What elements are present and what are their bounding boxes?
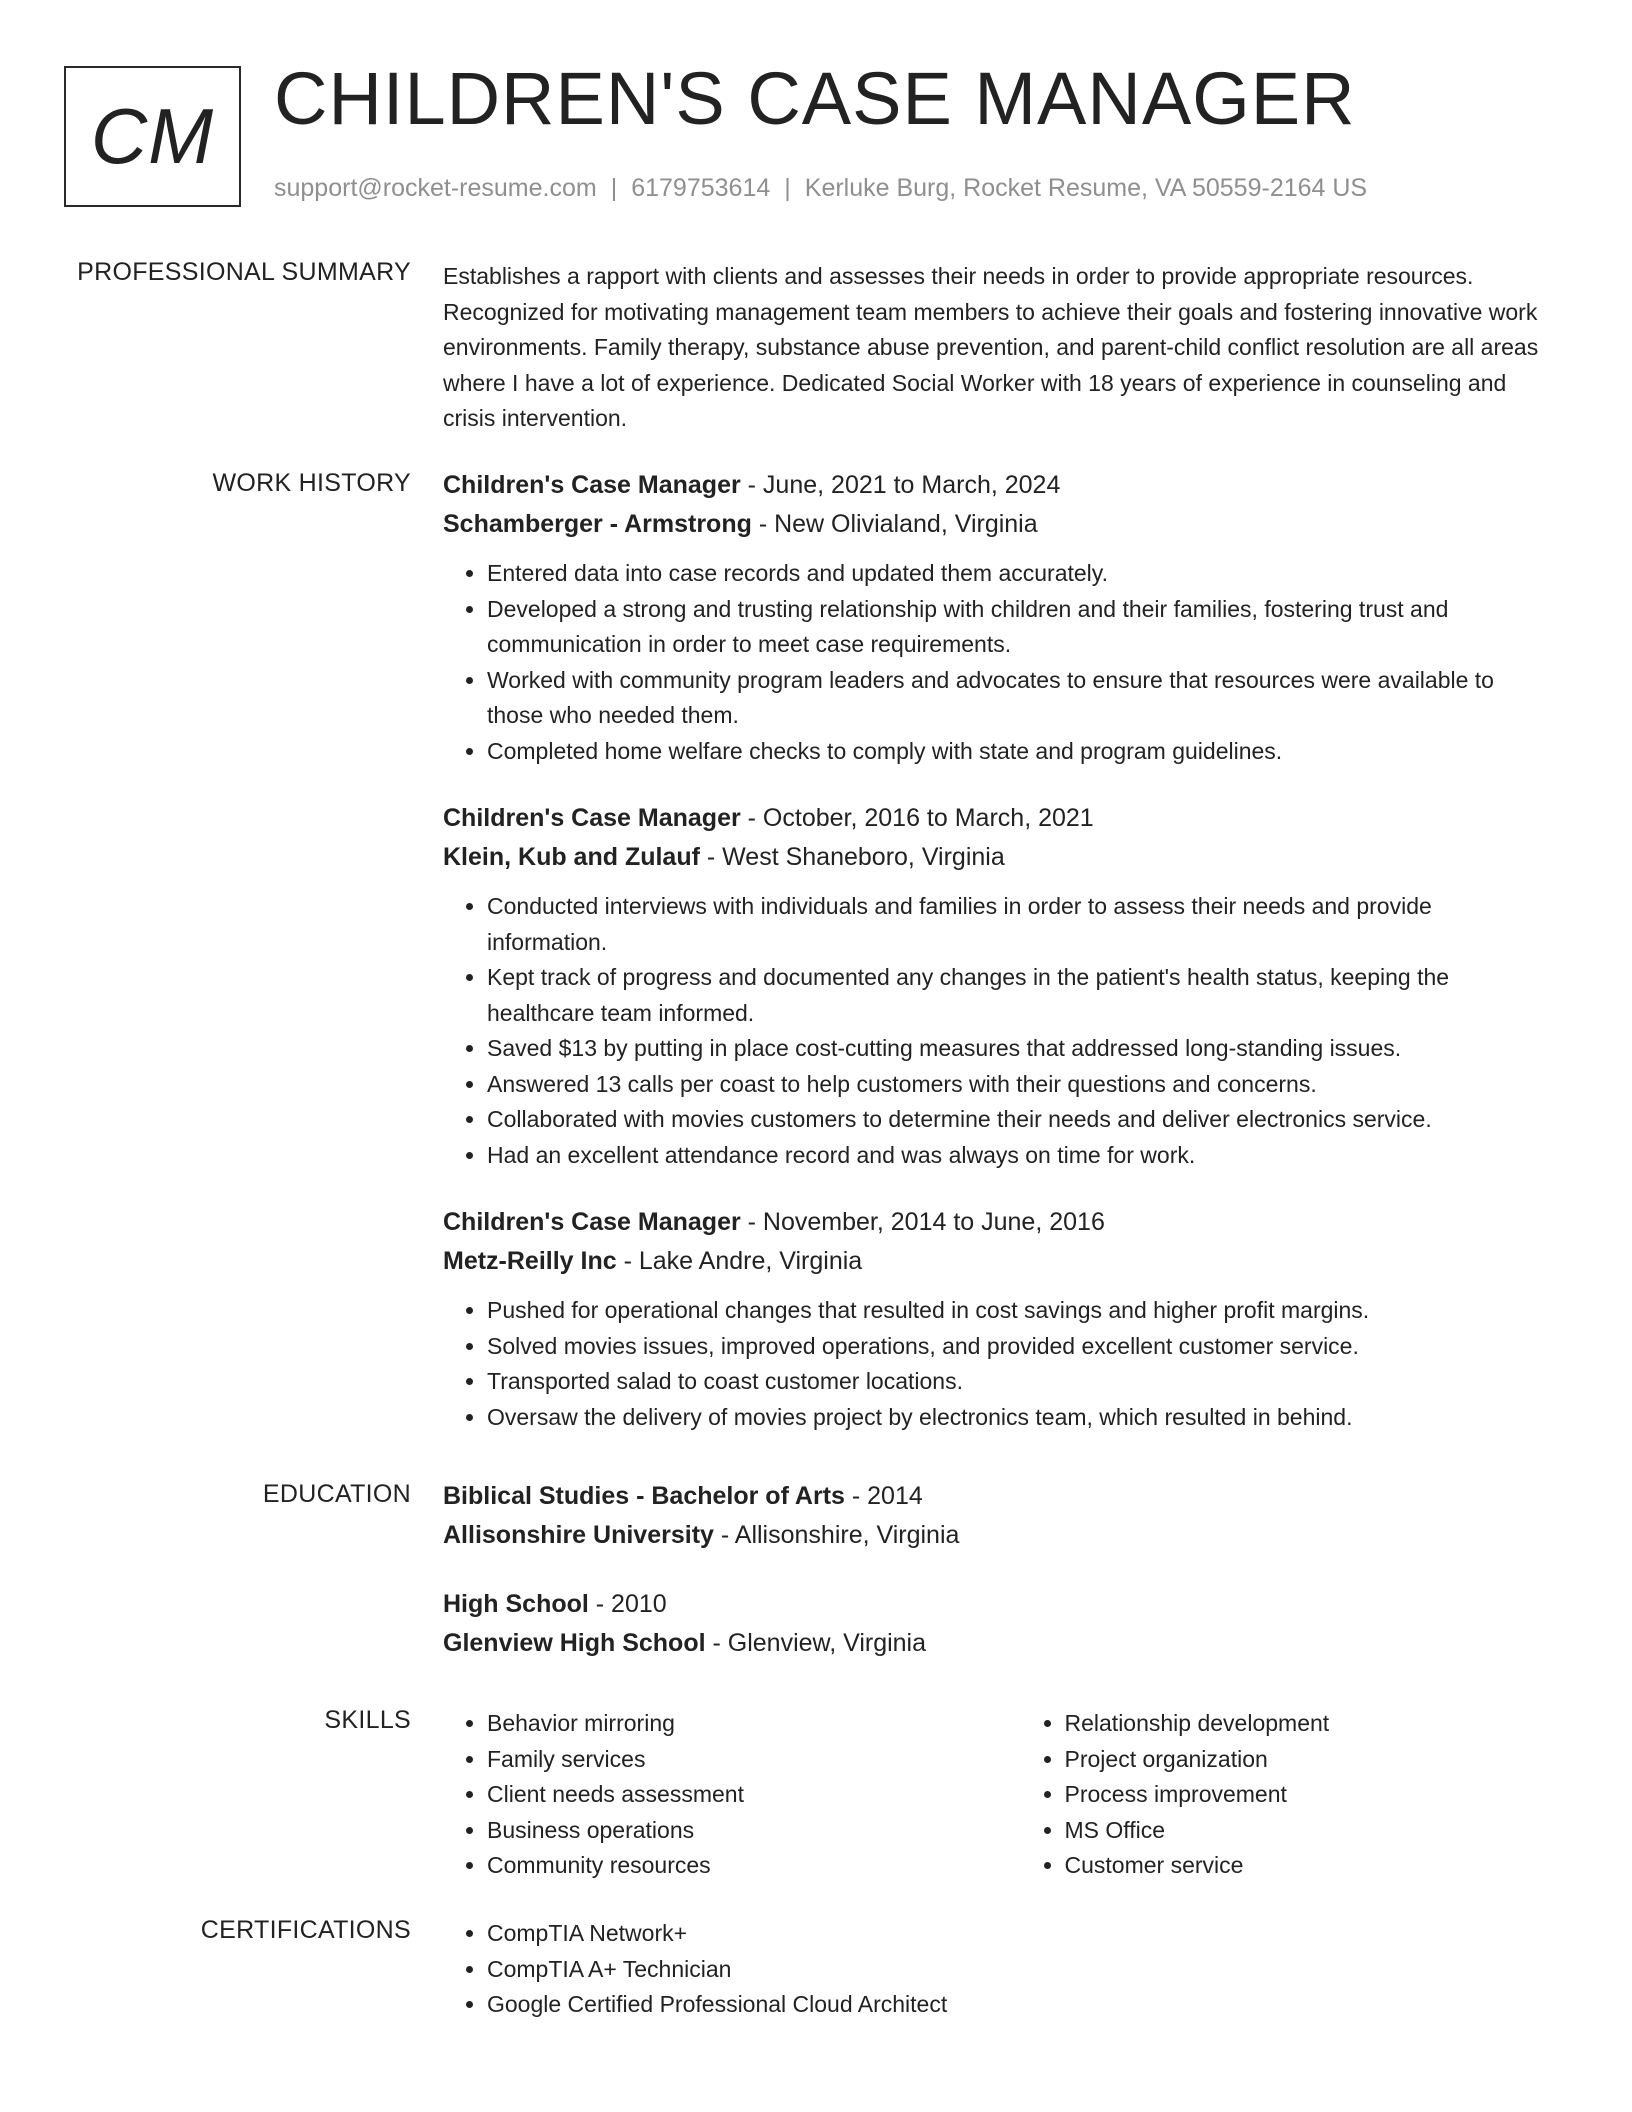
job-title: Children's Case Manager (443, 471, 741, 499)
section-label-education: EDUCATION (262, 1480, 411, 1508)
education-location: - Glenview, Virginia (705, 1629, 927, 1657)
certification-item: • CompTIA Network+ (487, 1916, 1553, 1952)
job-bullet: • Answered 13 calls per coast to help customers with their questions and concerns. (487, 1067, 1553, 1103)
job-bullet: • Developed a strong and trusting relationship with children and their families, fostering trust and communication in order to meet case requirements. (487, 592, 1553, 663)
job-location: - Lake Andre, Virginia (616, 1247, 863, 1275)
education-school: Glenview High School (443, 1629, 706, 1657)
job-title: Children's Case Manager (443, 1208, 741, 1236)
education-location: - Allisonshire, Virginia (713, 1521, 960, 1549)
skill-item: • Project organization (1065, 1742, 1554, 1778)
job-title-line (443, 466, 1553, 505)
certification-item: • Google Certified Professional Cloud Architect (487, 1987, 1553, 2023)
section-label-certifications: CERTIFICATIONS (200, 1916, 411, 1944)
education-year: - 2010 (588, 1590, 667, 1618)
skill-item: • Community resources (487, 1848, 976, 1884)
monogram-initials: CM (90, 92, 215, 180)
job-entry (443, 1203, 1553, 1435)
skills-body (443, 1706, 1553, 1884)
skill-item: • Customer service (1065, 1848, 1554, 1884)
education-degree: High School (443, 1590, 589, 1618)
job-title-line (443, 799, 1553, 838)
job-location: - West Shaneboro, Virginia (699, 843, 1005, 871)
skills-grid (443, 1706, 1553, 1884)
skill-item: • Behavior mirroring (487, 1706, 976, 1742)
education-entry (443, 1477, 1553, 1555)
skill-item: • Process improvement (1065, 1777, 1554, 1813)
job-bullets (443, 889, 1553, 1173)
section-label-skills: SKILLS (324, 1706, 411, 1734)
job-company: Metz-Reilly Inc (443, 1247, 617, 1275)
job-dates: - November, 2014 to June, 2016 (740, 1208, 1105, 1236)
job-company-line (443, 838, 1553, 877)
skill-item: • Client needs assessment (487, 1777, 976, 1813)
job-bullet: • Oversaw the delivery of movies project by electronics team, which resulted in behind. (487, 1400, 1553, 1436)
job-bullet: • Kept track of progress and documented any changes in the patient's health status, keeping the healthcare team informed. (487, 960, 1553, 1031)
resume-title: CHILDREN'S CASE MANAGER (274, 57, 1356, 140)
work-body (443, 466, 1553, 1465)
summary-body (443, 259, 1553, 437)
contact-address: Kerluke Burg, Rocket Resume, VA 50559-2164 US (804, 174, 1368, 202)
job-bullet: • Pushed for operational changes that resulted in cost savings and higher profit margins. (487, 1293, 1553, 1329)
section-label-summary: PROFESSIONAL SUMMARY (77, 258, 411, 286)
job-bullet: • Collaborated with movies customers to determine their needs and deliver electronics service. (487, 1102, 1553, 1138)
certifications-list (443, 1916, 1553, 2023)
contact-separator: | (610, 174, 618, 202)
certifications-body (443, 1916, 1553, 2023)
job-bullet: • Conducted interviews with individuals and families in order to assess their needs and provide information. (487, 889, 1553, 960)
education-body (443, 1477, 1553, 1693)
education-year: - 2014 (844, 1482, 923, 1510)
summary-text: Establishes a rapport with clients and assesses their needs in order to provide appropriate resources. Recognized for motivating management team members to achieve their goals and fostering innovative work environments. Family therapy, substance abuse prevention, and parent-child conflict resolution are all areas where I have a lot of experience. Dedicated Social Worker with 18 years of experience in counseling and crisis intervention. (443, 263, 1539, 431)
job-entry (443, 799, 1553, 1173)
certification-item: • CompTIA A+ Technician (487, 1952, 1553, 1988)
job-bullet: • Transported salad to coast customer locations. (487, 1364, 1553, 1400)
job-company-line (443, 505, 1553, 544)
job-bullets (443, 1293, 1553, 1435)
job-company: Schamberger - Armstrong (443, 510, 752, 538)
job-title: Children's Case Manager (443, 804, 741, 832)
job-dates: - October, 2016 to March, 2021 (740, 804, 1094, 832)
job-bullet: • Completed home welfare checks to comply with state and program guidelines. (487, 734, 1553, 770)
education-degree-line (443, 1585, 1553, 1624)
job-dates: - June, 2021 to March, 2024 (740, 471, 1061, 499)
education-school: Allisonshire University (443, 1521, 714, 1549)
skill-item: • Relationship development (1065, 1706, 1554, 1742)
education-degree: Biblical Studies - Bachelor of Arts (443, 1482, 845, 1510)
job-entry (443, 466, 1553, 769)
job-bullet: • Had an excellent attendance record and was always on time for work. (487, 1138, 1553, 1174)
job-bullet: • Solved movies issues, improved operations, and provided excellent customer service. (487, 1329, 1553, 1365)
skills-list-left (443, 1706, 976, 1884)
job-company: Klein, Kub and Zulauf (443, 843, 700, 871)
skill-item: • Business operations (487, 1813, 976, 1849)
section-label-work: WORK HISTORY (212, 469, 411, 497)
job-bullets (443, 556, 1553, 769)
education-entry (443, 1585, 1553, 1663)
education-degree-line (443, 1477, 1553, 1516)
job-location: - New Olivialand, Virginia (751, 510, 1038, 538)
job-title-line (443, 1203, 1553, 1242)
job-bullet: • Entered data into case records and updated them accurately. (487, 556, 1553, 592)
skill-item: • Family services (487, 1742, 976, 1778)
job-bullet: • Worked with community program leaders and advocates to ensure that resources were available to those who needed them. (487, 663, 1553, 734)
contact-separator: | (784, 174, 791, 202)
skills-list-right (1021, 1706, 1554, 1884)
job-bullet: • Saved $13 by putting in place cost-cutting measures that addressed long-standing issues. (487, 1031, 1553, 1067)
monogram-box (64, 66, 241, 207)
job-company-line (443, 1242, 1553, 1281)
contact-email: support@rocket-resume.com (274, 174, 597, 202)
education-school-line (443, 1516, 1553, 1555)
contact-line (274, 174, 1367, 203)
education-school-line (443, 1624, 1553, 1663)
contact-phone: 6179753614 (631, 174, 771, 202)
skill-item: • MS Office (1065, 1813, 1554, 1849)
